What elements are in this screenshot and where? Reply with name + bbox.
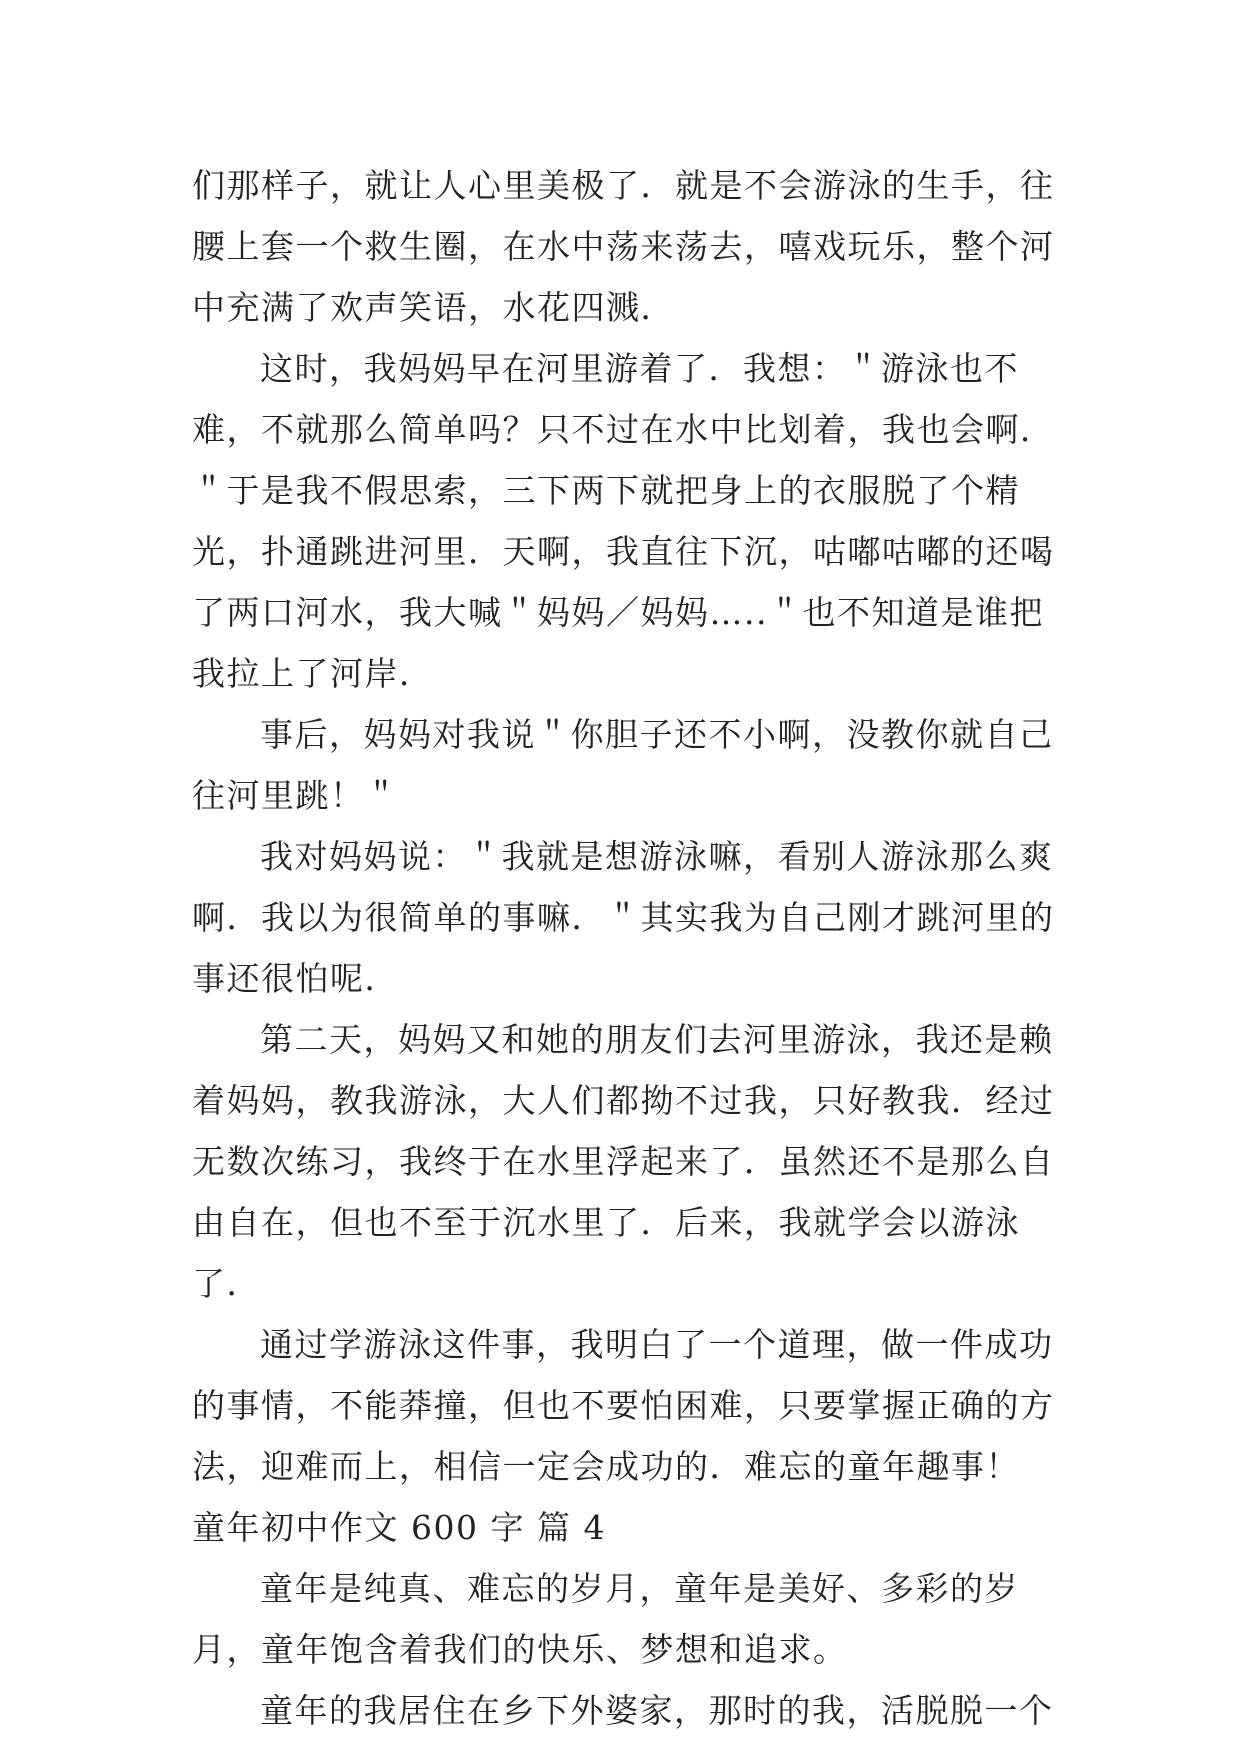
paragraph-childhood-village: 童年的我居住在乡下外婆家，那时的我，活脱脱一个: [260, 1691, 1054, 1730]
paragraph-next-day: 第二天，妈妈又和她的朋友们去河里游泳，我还是赖着妈妈，教我游泳，大人们都拗不过我，只好教我．经过无数次练习，我终于在水里浮起来了．虽然还不是那么自由自在，但也不至于沉水里了．后来，我就学会以游泳了．: [192, 1020, 1055, 1303]
paragraph-reply-to-mother: 我对妈妈说：＂我就是想游泳嘛，看别人游泳那么爽啊．我以为很简单的事嘛．＂其实我为自己刚才跳河里的事还很怕呢．: [192, 837, 1055, 998]
paragraph-continuation: 们那样子，就让人心里美极了．就是不会游泳的生手，往腰上套一个救生圈，在水中荡来荡去，嘻戏玩乐，整个河中充满了欢声笑语，水花四溅．: [192, 166, 1055, 327]
paragraph-afterwards: 事后，妈妈对我说＂你胆子还不小啊，没教你就自己往河里跳！＂: [192, 715, 1054, 815]
section-heading: 童年初中作文 600 字 篇 4: [192, 1508, 606, 1547]
paragraph-lesson: 通过学游泳这件事，我明白了一个道理，做一件成功的事情，不能莽撞，但也不要怕困难，只要掌握正确的方法，迎难而上，相信一定会成功的．难忘的童年趣事！: [192, 1325, 1055, 1486]
paragraph-childhood-intro: 童年是纯真、难忘的岁月，童年是美好、多彩的岁月，童年饱含着我们的快乐、梦想和追求。: [192, 1569, 1019, 1669]
paragraph-mother-swimming: 这时，我妈妈早在河里游着了．我想：＂游泳也不难，不就那么简单吗？只不过在水中比划着，我也会啊．＂于是我不假思索，三下两下就把身上的衣服脱了个精光，扑通跳进河里．天啊，我直往下沉，咕嘟咕嘟的还喝了两口河水，我大喊＂妈妈／妈妈…..＂也不知道是谁把我拉上了河岸．: [192, 349, 1055, 693]
document-body: [192, 155, 1064, 1741]
